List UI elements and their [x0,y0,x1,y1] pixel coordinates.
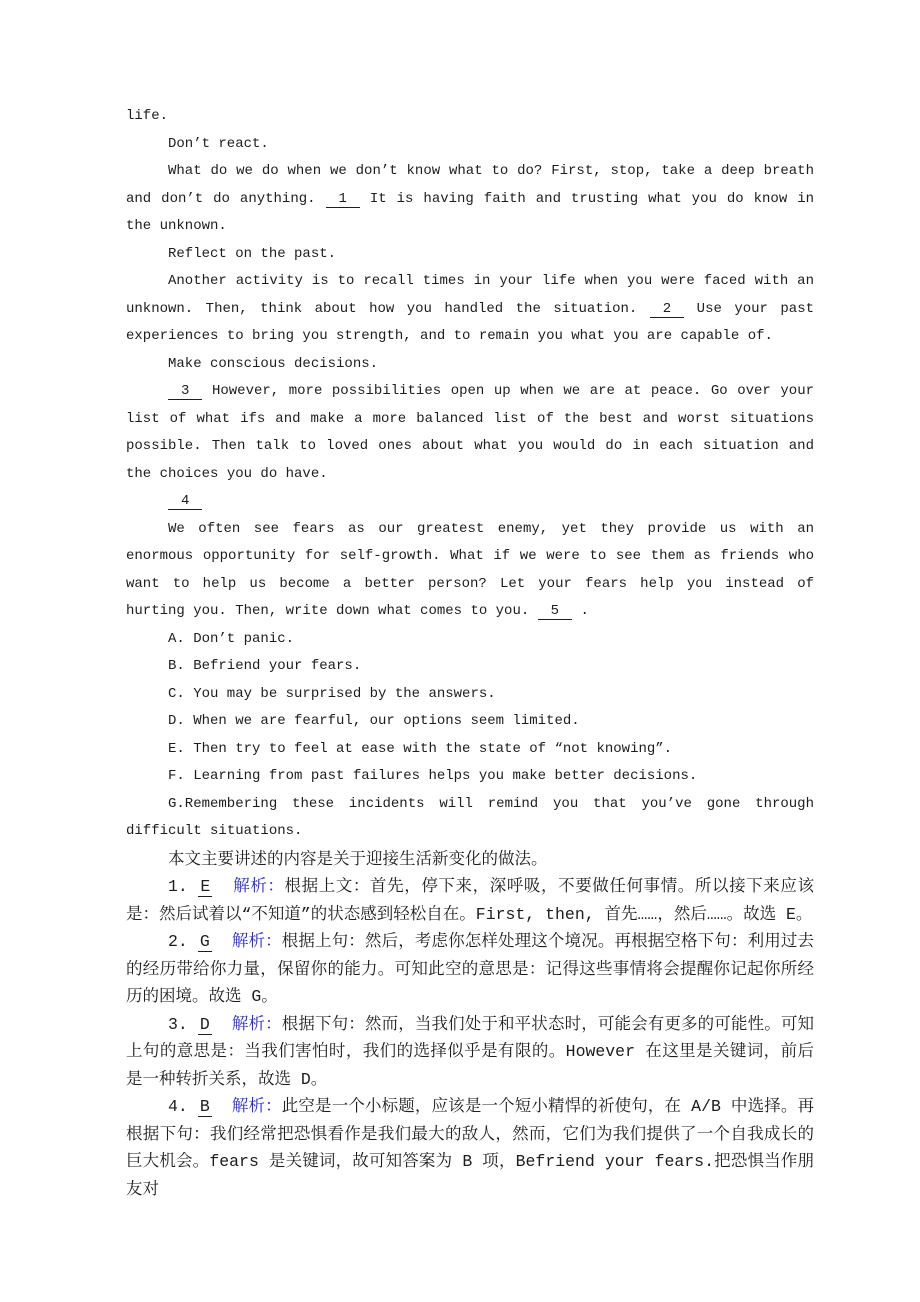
text-run: 此空是一个小标题，应该是一个短小精悍的祈使句，在 A/B 中选择。再根据下句：我们经常把恐惧看作是我们最大的敌人，然而，它们为我们提供了一个自我成长的巨大机会。fears 是关键词，故可知答案为 B 项，Befriend your fears.把恐惧当作朋友对 [126,1097,814,1199]
answer-letter: B [199,1097,210,1116]
answer-letter: D [199,1014,210,1034]
blank-4: 4 [168,493,202,510]
text-run: 根据上文：首先，停下来，深呼吸，不要做任何事情。所以接下来应该是：然后试着以“不知道”的状态感到轻松自在。First, then, 首先……，然后……。故选 E。 [126,877,814,924]
text-run: We often see fears as our greatest enemy, yet they provide us with an enormous opportunity for self-growth. What if we were to see them as friends who want to help us become a better person? Let your fears help you instead of hurting you. Then, write down what comes to you. [126,520,814,619]
text-run: 根据下句：然而，当我们处于和平状态时，可能会有更多的可能性。可知上句的意思是：当我们害怕时，我们的选择似乎是有限的。However 在这里是关键词，前后是一种转折关系，故选 D。 [126,1014,814,1089]
text-run: It is having faith and trusting what you do know in the unknown. [126,190,814,234]
text-run: 3. [168,1014,198,1034]
blank-3: 3 [168,383,202,400]
text-run: B. Befriend your fears. [168,658,362,674]
text-run: E. Then try to feel at ease with the state of “not knowing”. [168,740,673,757]
heading-reflect [126,241,814,269]
summary-cn [126,846,814,874]
blank-1: 1 [326,191,360,208]
option-f [126,763,814,791]
para-dont-react [126,158,814,241]
analysis-3 [126,1011,814,1094]
text-run: 本文主要讲述的内容是关于迎接生活新变化的做法。 [168,849,548,869]
text-run: Another activity is to recall times in your life when you were faced with an unknown. Then, think about how you handled the situation. [126,273,814,317]
heading-blank-4 [126,488,814,516]
analysis-label: 解析： [233,877,285,896]
text-run: F. Learning from past failures helps you make better decisions. [168,768,698,784]
text-run: 4. [168,1097,198,1116]
blank-2: 2 [650,301,684,318]
text-run: C. You may be surprised by the answers. [168,685,496,702]
option-e [126,736,814,764]
text-run: Don’t react. [168,135,269,152]
text-run [212,1097,232,1116]
option-d [126,708,814,736]
analysis-1 [126,873,814,928]
para-continuation [126,103,814,131]
option-g [126,791,814,846]
text-run: Make conscious decisions. [168,355,379,372]
text-run: 1. [168,877,199,896]
text-run: 根据上句：然后，考虑你怎样处理这个境况。再根据空格下句：利用过去的经历带给你力量，保留你的能力。可知此空的意思是：记得这些事情将会提醒你记起你所经历的困境。故选 G。 [126,932,814,1006]
option-a [126,626,814,654]
text-run: Reflect on the past. [168,245,337,262]
heading-dont-react [126,131,814,159]
text-run: . [572,603,589,619]
text-run: However, more possibilities open up when we are at peace. Go over your list of what ifs and make a more balanced list of the best and worst situations possible. Then talk to loved ones about what you would do in each situation and the choices you do have. [126,383,814,482]
heading-decisions [126,351,814,379]
document-body [126,103,814,1203]
text-run: A. Don’t panic. [168,630,295,647]
option-c [126,681,814,709]
text-run: 2. [168,932,198,951]
para-fears [126,516,814,626]
option-b [126,653,814,681]
answer-letter: G [199,932,210,951]
analysis-label: 解析： [231,1097,282,1116]
text-run [212,877,233,896]
text-run: Use your past experiences to bring you strength, and to remain you what you are capable of. [126,300,814,344]
text-run [212,1015,232,1034]
para-reflect [126,268,814,351]
analysis-label: 解析： [231,932,282,951]
blank-5: 5 [538,603,572,620]
para-decisions [126,378,814,488]
analysis-2 [126,928,814,1011]
text-run: What do we do when we don’t know what to do? First, stop, take a deep breath and don’t do anything. [126,163,814,207]
answer-letter: E [200,877,211,896]
text-run: G.Remembering these incidents will remind you that you’ve gone through difficult situations. [126,795,814,839]
text-run: D. When we are fearful, our options seem limited. [168,713,580,729]
text-run: life. [126,108,169,124]
analysis-4 [126,1093,814,1203]
analysis-label: 解析： [231,1014,282,1034]
text-run [212,932,232,951]
